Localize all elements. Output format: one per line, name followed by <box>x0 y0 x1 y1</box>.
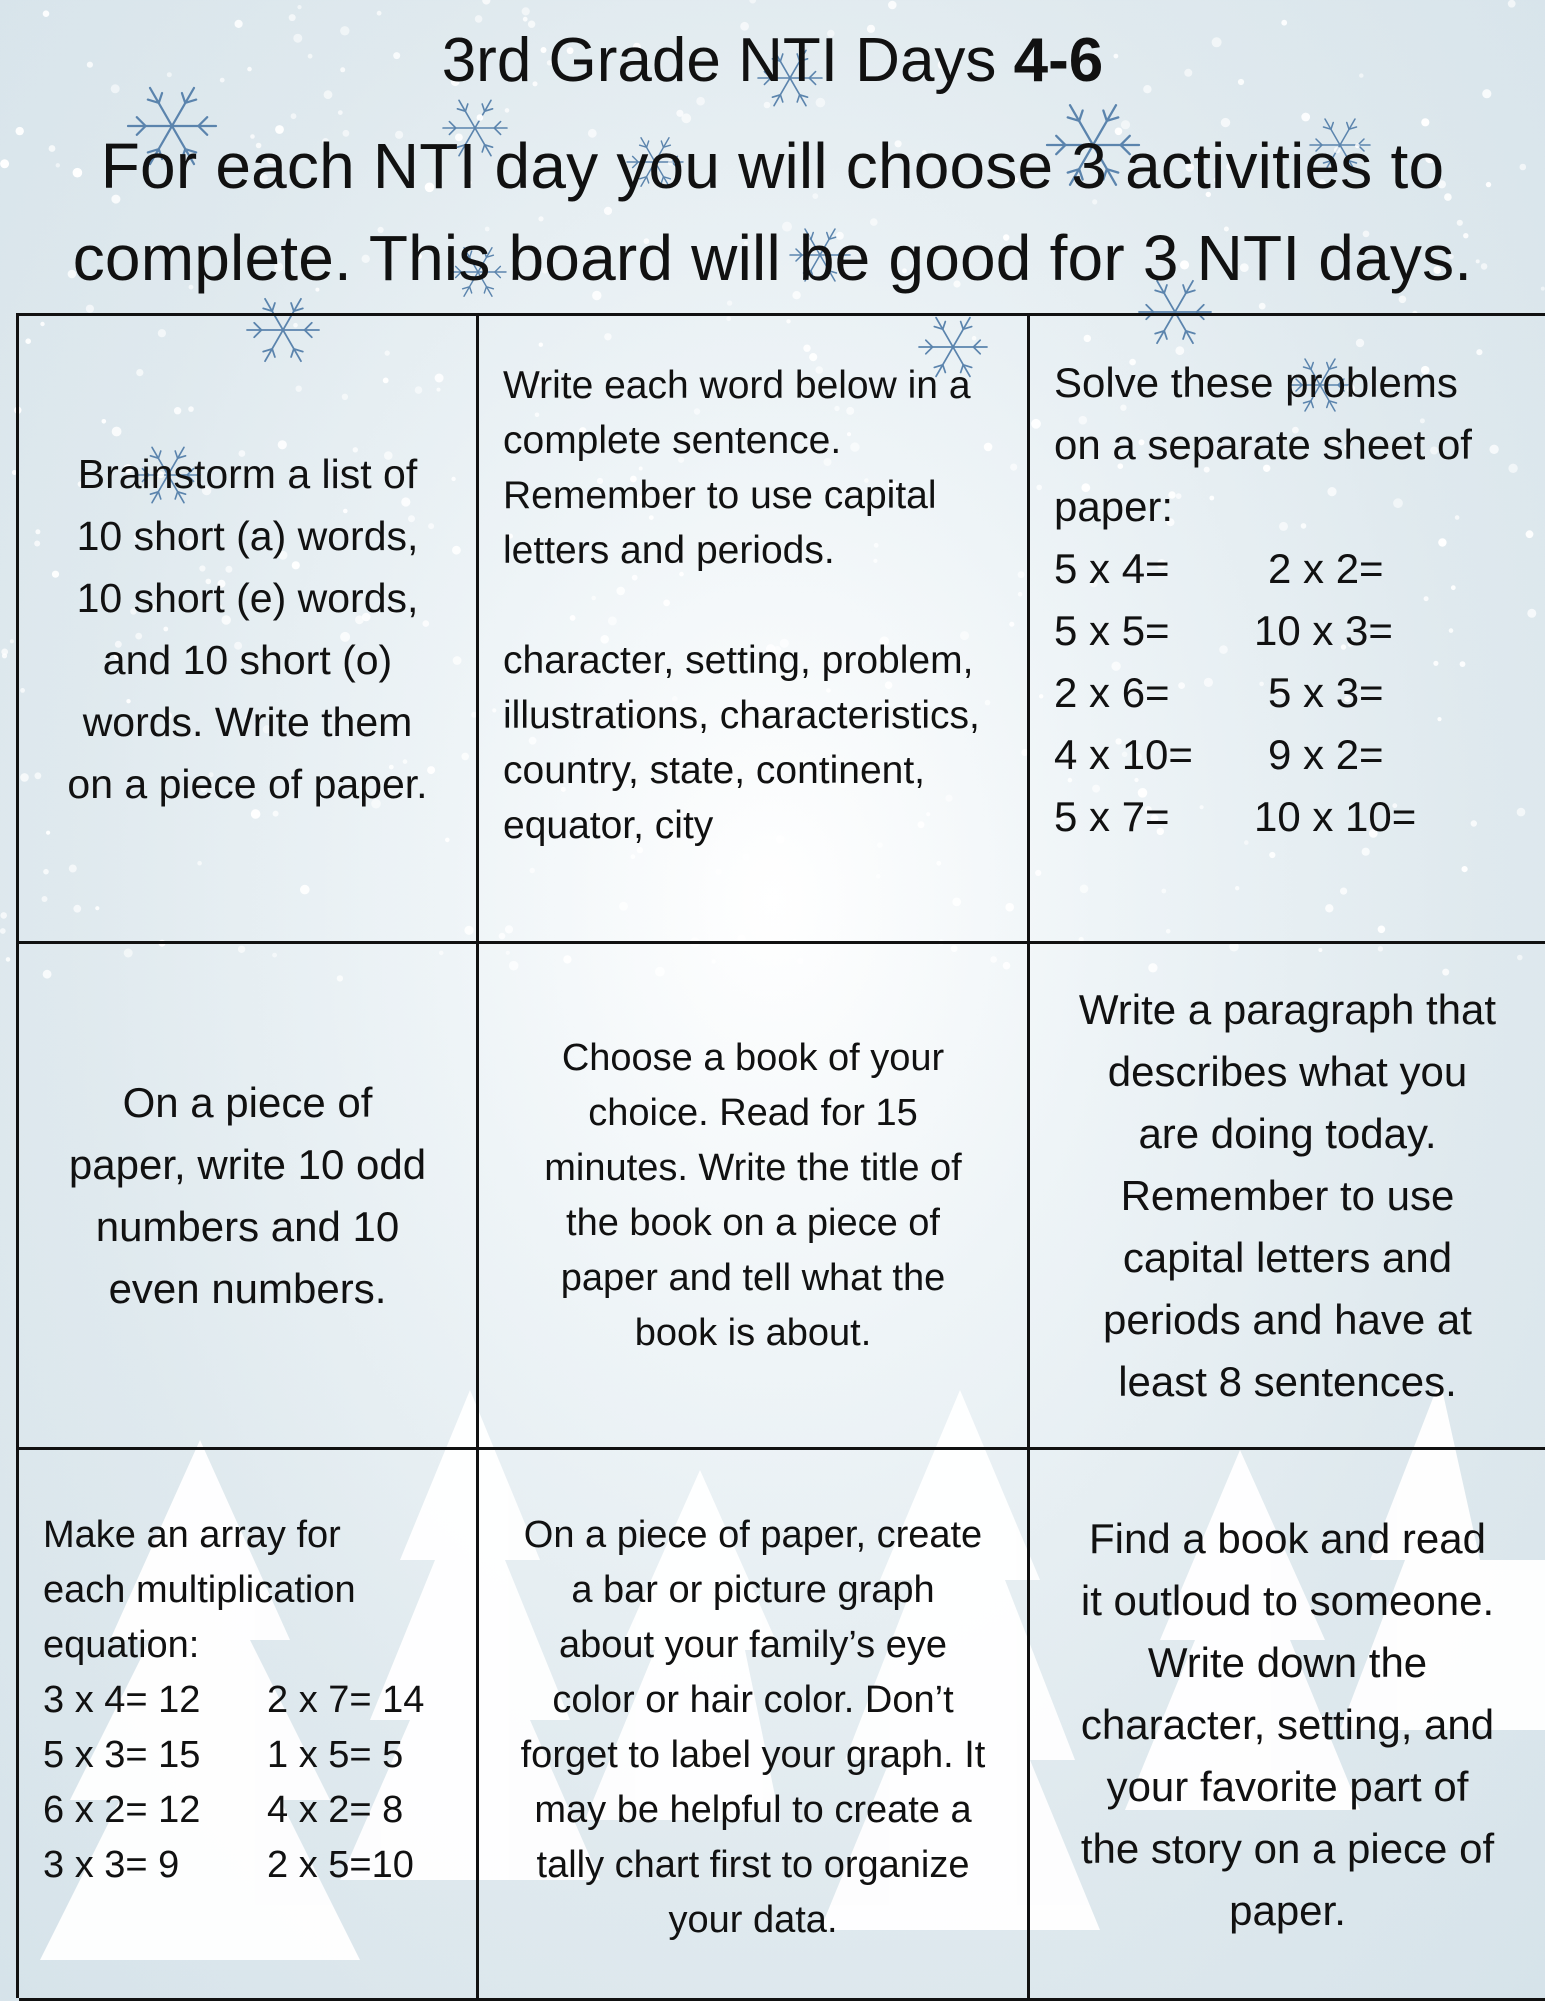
equation: 2 x 5=10 <box>267 1844 414 1886</box>
activity-text: tally chart first to organize <box>536 1844 970 1886</box>
math-problem: 10 x 10= <box>1254 793 1417 840</box>
math-problem: 9 x 2= <box>1268 731 1384 778</box>
snow-dot <box>10 639 14 643</box>
activity-text: paper, write 10 odd <box>68 1140 427 1188</box>
math-row <box>1054 724 1535 786</box>
activity-text: Choose a book of your <box>561 1036 945 1079</box>
math-problem: 5 x 5= <box>1054 607 1170 654</box>
activity-arrays <box>19 1450 479 2001</box>
math-row <box>1054 600 1535 662</box>
instructions-line: For each NTI day you will choose 3 activities to <box>100 130 1445 202</box>
activity-brainstorm <box>19 316 479 944</box>
page-title <box>0 26 1545 96</box>
equation: 1 x 5= 5 <box>267 1734 404 1776</box>
activity-text: paper and tell what the <box>560 1256 946 1299</box>
activity-text: capital letters and <box>1122 1233 1453 1281</box>
math-problem: 5 x 7= <box>1054 793 1170 840</box>
math-problem: 10 x 3= <box>1254 607 1393 654</box>
activity-text: periods and have at <box>1103 1295 1472 1343</box>
activity-text: the book on a piece of <box>566 1201 940 1244</box>
activity-text: even numbers. <box>108 1264 387 1312</box>
word-list: country, state, continent, <box>503 749 926 792</box>
activity-text: numbers and 10 <box>95 1202 400 1250</box>
snow-dot <box>6 957 11 962</box>
equation-row <box>43 1728 468 1783</box>
math-row <box>1054 538 1535 600</box>
activity-text: Solve these problems <box>1054 359 1458 406</box>
equation: 2 x 7= 14 <box>267 1679 425 1721</box>
activity-paragraph <box>1030 944 1545 1450</box>
math-problem: 5 x 4= <box>1054 545 1170 592</box>
equation: 4 x 2= 8 <box>267 1789 404 1831</box>
activity-read-aloud <box>1030 1450 1545 2001</box>
instructions <box>0 120 1545 304</box>
activity-text: are doing today. <box>1138 1109 1437 1157</box>
activity-text: Write each word below in a <box>503 364 971 407</box>
activity-text: forget to label your graph. It <box>520 1734 986 1776</box>
title-text: 3rd Grade NTI Days <box>441 26 1014 95</box>
activity-text: your favorite part of <box>1106 1763 1469 1810</box>
equation: 6 x 2= 12 <box>43 1789 201 1831</box>
activity-text: may be helpful to create a <box>534 1789 972 1831</box>
equation-row <box>43 1783 468 1838</box>
snow-dot <box>1 649 8 656</box>
activity-text: character, setting, and <box>1080 1701 1495 1748</box>
activity-text: On a piece of paper, create <box>523 1514 983 1556</box>
activity-text: Write down the <box>1147 1639 1428 1686</box>
snow-dot <box>0 928 6 934</box>
activity-text: color or hair color. Don’t <box>552 1679 954 1721</box>
equation-row <box>43 1838 468 1893</box>
activity-text: book is about. <box>634 1311 872 1354</box>
math-problem: 2 x 2= <box>1268 545 1384 592</box>
activity-reading <box>479 944 1030 1450</box>
activity-text: equation: <box>43 1624 200 1666</box>
activity-text: each multiplication <box>43 1569 356 1611</box>
activity-text: 10 short (e) words, <box>76 574 419 621</box>
activity-text: it outloud to someone. <box>1080 1577 1495 1624</box>
activity-text: Find a book and read <box>1089 1515 1486 1562</box>
activity-text: on a piece of paper. <box>67 760 428 807</box>
activity-odd-even <box>19 944 479 1450</box>
activity-text: Brainstorm a list of <box>77 450 418 497</box>
activity-text: on a separate sheet of <box>1054 421 1472 468</box>
activity-text: choice. Read for 15 <box>588 1091 918 1134</box>
equation-row <box>43 1673 468 1728</box>
activity-text: Remember to use <box>1120 1171 1455 1219</box>
math-row <box>1054 662 1535 724</box>
math-row <box>1054 786 1535 848</box>
snow-dot <box>0 912 7 919</box>
activity-text: complete sentence. <box>503 419 842 462</box>
equation: 3 x 4= 12 <box>43 1679 201 1721</box>
word-list: equator, city <box>503 804 714 847</box>
title-days-range: 4-6 <box>1013 26 1104 95</box>
activity-text: Make an array for <box>43 1514 341 1556</box>
activity-sentences <box>479 316 1030 944</box>
activity-text: about your family’s eye <box>559 1624 947 1666</box>
activity-text: paper: <box>1054 483 1174 530</box>
activity-text: letters and periods. <box>503 529 835 572</box>
activity-graph <box>479 1450 1030 2001</box>
activity-text: On a piece of <box>122 1078 373 1126</box>
math-problem: 2 x 6= <box>1054 669 1170 716</box>
choice-board <box>16 313 1545 1998</box>
activity-text: Write a paragraph that <box>1078 985 1497 1033</box>
activity-text: and 10 short (o) <box>102 636 393 683</box>
activity-text: your data. <box>668 1899 838 1941</box>
header <box>0 0 1545 312</box>
activity-math-problems <box>1030 316 1545 944</box>
activity-text: the story on a piece of <box>1080 1825 1495 1872</box>
equation: 3 x 3= 9 <box>43 1844 180 1886</box>
activity-text: 10 short (a) words, <box>76 512 419 559</box>
activity-text: minutes. Write the title of <box>544 1146 962 1189</box>
activity-text: paper. <box>1229 1887 1346 1934</box>
activity-text: describes what you <box>1107 1047 1468 1095</box>
activity-text: Remember to use capital <box>503 474 937 517</box>
instructions-line: complete. This board will be good for 3 NTI days. <box>72 222 1473 294</box>
math-problem: 5 x 3= <box>1268 669 1384 716</box>
word-list: character, setting, problem, <box>503 639 974 682</box>
activity-text: least 8 sentences. <box>1118 1357 1457 1405</box>
equation: 5 x 3= 15 <box>43 1734 201 1776</box>
math-problem: 4 x 10= <box>1054 731 1193 778</box>
activity-text: words. Write them <box>82 698 413 745</box>
word-list: illustrations, characteristics, <box>503 694 980 737</box>
activity-text: a bar or picture graph <box>571 1569 935 1611</box>
